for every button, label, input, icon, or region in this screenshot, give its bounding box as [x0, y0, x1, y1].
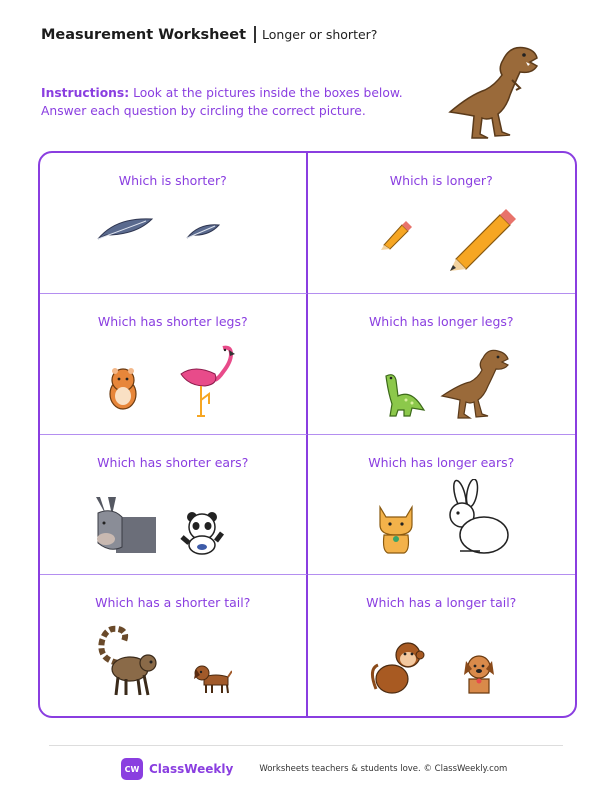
- instructions-line2: Answer each question by circling the correct picture.: [41, 104, 366, 118]
- t-rex-icon: [440, 40, 545, 142]
- long-feather-icon[interactable]: [96, 213, 156, 243]
- cat-icon[interactable]: [374, 503, 418, 555]
- question-box-5: [40, 435, 308, 576]
- question-box-2: [308, 153, 576, 294]
- question-text: Which has shorter legs?: [97, 313, 248, 329]
- footer-divider: [49, 745, 563, 746]
- donkey-icon[interactable]: [92, 493, 156, 555]
- question-box-3: [40, 294, 308, 435]
- baby-dinosaur-icon[interactable]: [380, 370, 426, 418]
- t-rex-icon[interactable]: [438, 346, 510, 420]
- hamster-icon[interactable]: [106, 366, 140, 412]
- worksheet-subtitle: Longer or shorter?: [262, 27, 378, 42]
- question-box-6: [308, 435, 576, 576]
- flamingo-icon[interactable]: [175, 344, 237, 419]
- question-text: Which is longer?: [389, 173, 493, 188]
- question-text: Which is shorter?: [118, 173, 227, 188]
- worksheet-title: Measurement Worksheet: [41, 26, 247, 43]
- footer: [121, 758, 507, 780]
- question-box-1: [40, 153, 308, 294]
- long-pencil-icon[interactable]: [446, 207, 518, 271]
- question-text: Which has shorter ears?: [97, 454, 249, 470]
- title-divider: [254, 26, 256, 43]
- question-text: Which has longer legs?: [368, 313, 514, 329]
- panda-icon[interactable]: [180, 511, 228, 555]
- monkey-icon[interactable]: [368, 639, 426, 695]
- question-grid: [38, 151, 577, 718]
- rabbit-icon[interactable]: [440, 479, 512, 557]
- short-feather-icon[interactable]: [185, 221, 221, 241]
- lemur-icon[interactable]: [94, 623, 162, 697]
- instructions-line1: Look at the pictures inside the boxes below.: [129, 86, 403, 100]
- footer-tagline: Worksheets teachers & students love. © ClassWeekly.com: [259, 764, 508, 774]
- question-text: Which has longer ears?: [368, 454, 515, 470]
- question-box-7: [40, 575, 308, 716]
- question-box-8: [308, 575, 576, 716]
- classweekly-logo: CW: [121, 758, 143, 780]
- puppy-icon[interactable]: [462, 653, 496, 695]
- question-text: Which has a longer tail?: [366, 595, 517, 611]
- brand-name: ClassWeekly: [149, 762, 234, 776]
- dog-icon[interactable]: [192, 663, 232, 695]
- worksheet-header: [41, 26, 377, 43]
- question-text: Which has a shorter tail?: [95, 595, 251, 611]
- short-pencil-icon[interactable]: [378, 217, 412, 251]
- question-box-4: [308, 294, 576, 435]
- instructions: [41, 84, 431, 120]
- instructions-label: Instructions:: [41, 86, 130, 100]
